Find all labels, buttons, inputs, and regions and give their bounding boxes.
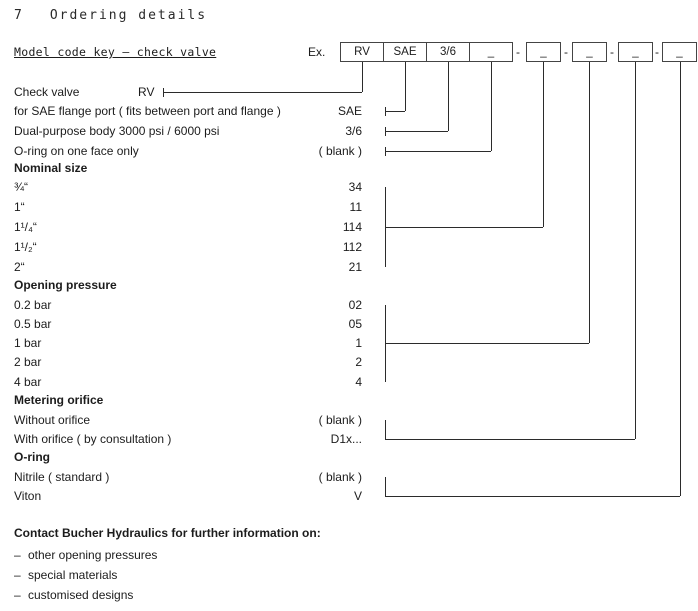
connector-line: [385, 496, 680, 497]
code-box-opening-pressure: _: [572, 42, 607, 62]
option-code: 112: [342, 240, 362, 254]
option-row: [14, 142, 684, 160]
footer-item-text: customised designs: [28, 588, 134, 602]
connector-line: [680, 62, 681, 496]
connector-line: [362, 62, 363, 92]
code-box-flange: SAE: [383, 42, 427, 62]
option-code: ( blank ): [318, 470, 362, 484]
option-label: for SAE flange port ( fits between port and flange ): [14, 104, 281, 118]
option-label: 2 bar: [14, 355, 42, 369]
option-code: D1x...: [330, 432, 362, 446]
footer-item-text: special materials: [28, 568, 118, 582]
option-label: 1¹/₂“: [14, 240, 37, 254]
footer-item: [14, 546, 157, 564]
code-separator: -: [516, 45, 520, 59]
option-code: 2: [355, 355, 362, 369]
code-separator: -: [564, 45, 568, 59]
section-header-oring: [14, 448, 684, 466]
connector-line: [448, 62, 449, 131]
code-box-oring: _: [662, 42, 697, 62]
footer-item-text: other opening pressures: [28, 548, 158, 562]
contact-note: Contact Bucher Hydraulics for further information on:: [14, 526, 321, 540]
section-header-label: Nominal size: [14, 161, 88, 175]
connector-line: [385, 420, 386, 440]
connector-line: [385, 111, 405, 112]
section-header-opening-pressure: [14, 276, 684, 294]
section-header-nominal-size: [14, 159, 684, 177]
connector-line: [385, 305, 386, 382]
connector-tick: [385, 147, 386, 156]
connector-line: [385, 131, 448, 132]
section-title: Ordering details: [49, 8, 208, 23]
footer-item: [14, 566, 117, 584]
code-separator: -: [655, 45, 659, 59]
option-label: 0.5 bar: [14, 317, 52, 331]
example-label: Ex.: [308, 45, 326, 59]
option-row: [14, 102, 684, 120]
connector-line: [589, 62, 590, 343]
option-row: [14, 411, 684, 429]
option-row: [14, 198, 684, 216]
option-label: O-ring on one face only: [14, 144, 139, 158]
option-label: ¾“: [14, 180, 29, 194]
section-header-label: O-ring: [14, 450, 50, 464]
option-label: With orifice ( by consultation ): [14, 432, 172, 446]
connector-line: [491, 62, 492, 151]
connector-line: [385, 151, 491, 152]
option-row: [14, 238, 684, 256]
bullet-dash: –: [14, 588, 21, 602]
option-label: Nitrile ( standard ): [14, 470, 110, 484]
option-code: RV: [138, 85, 155, 99]
code-box-nominal-size: _: [526, 42, 561, 62]
option-label: Without orifice: [14, 413, 91, 427]
section-header-label: Opening pressure: [14, 278, 117, 292]
section-header-label: Metering orifice: [14, 393, 104, 407]
option-code: 02: [348, 298, 362, 312]
option-label: 0.2 bar: [14, 298, 52, 312]
option-code: 21: [348, 260, 362, 274]
option-label: Check valve: [14, 85, 80, 99]
section-header-metering-orifice: [14, 391, 684, 409]
connector-tick: [385, 107, 386, 116]
option-code: 05: [348, 317, 362, 331]
option-row: [14, 218, 684, 236]
code-box-body: 3/6: [426, 42, 470, 62]
connector-line: [163, 92, 362, 93]
option-row: [14, 122, 684, 140]
option-code: 34: [348, 180, 362, 194]
model-code-key-label: Model code key – check valve: [14, 45, 217, 59]
option-code: 114: [342, 220, 362, 234]
connector-line: [543, 62, 544, 227]
option-code: 3/6: [345, 124, 362, 138]
option-code: 11: [349, 200, 362, 214]
connector-line: [385, 343, 589, 344]
option-row: [14, 353, 684, 371]
option-code: V: [353, 489, 362, 503]
code-box-oring-face: _: [469, 42, 513, 62]
option-code: ( blank ): [318, 413, 362, 427]
connector-line: [385, 187, 386, 267]
option-row: [14, 296, 684, 314]
option-row: [14, 373, 684, 391]
connector-tick: [163, 88, 164, 97]
connector-line: [405, 62, 406, 111]
connector-line: [385, 227, 543, 228]
code-box-metering-orifice: _: [618, 42, 653, 62]
section-number: 7: [14, 8, 24, 23]
option-label: 4 bar: [14, 375, 42, 389]
option-row: [14, 315, 684, 333]
option-code: 4: [355, 375, 362, 389]
option-row: [14, 178, 684, 196]
option-code: SAE: [337, 104, 362, 118]
option-label: 1“: [14, 200, 25, 214]
option-label: Dual-purpose body 3000 psi / 6000 psi: [14, 124, 220, 138]
option-row: [14, 258, 684, 276]
option-code: 1: [355, 336, 362, 350]
code-separator: -: [610, 45, 614, 59]
option-code: ( blank ): [318, 144, 362, 158]
option-label: 1¹/₄“: [14, 220, 37, 234]
bullet-dash: –: [14, 548, 21, 562]
connector-line: [385, 477, 386, 497]
section-heading: [14, 8, 207, 23]
option-row: [14, 468, 684, 486]
option-label: 2“: [14, 260, 25, 274]
option-label: Viton: [14, 489, 42, 503]
bullet-dash: –: [14, 568, 21, 582]
footer-item: [14, 586, 133, 604]
connector-tick: [385, 127, 386, 136]
option-label: 1 bar: [14, 336, 42, 350]
connector-line: [635, 62, 636, 439]
code-box-check-valve: RV: [340, 42, 384, 62]
connector-line: [385, 439, 635, 440]
